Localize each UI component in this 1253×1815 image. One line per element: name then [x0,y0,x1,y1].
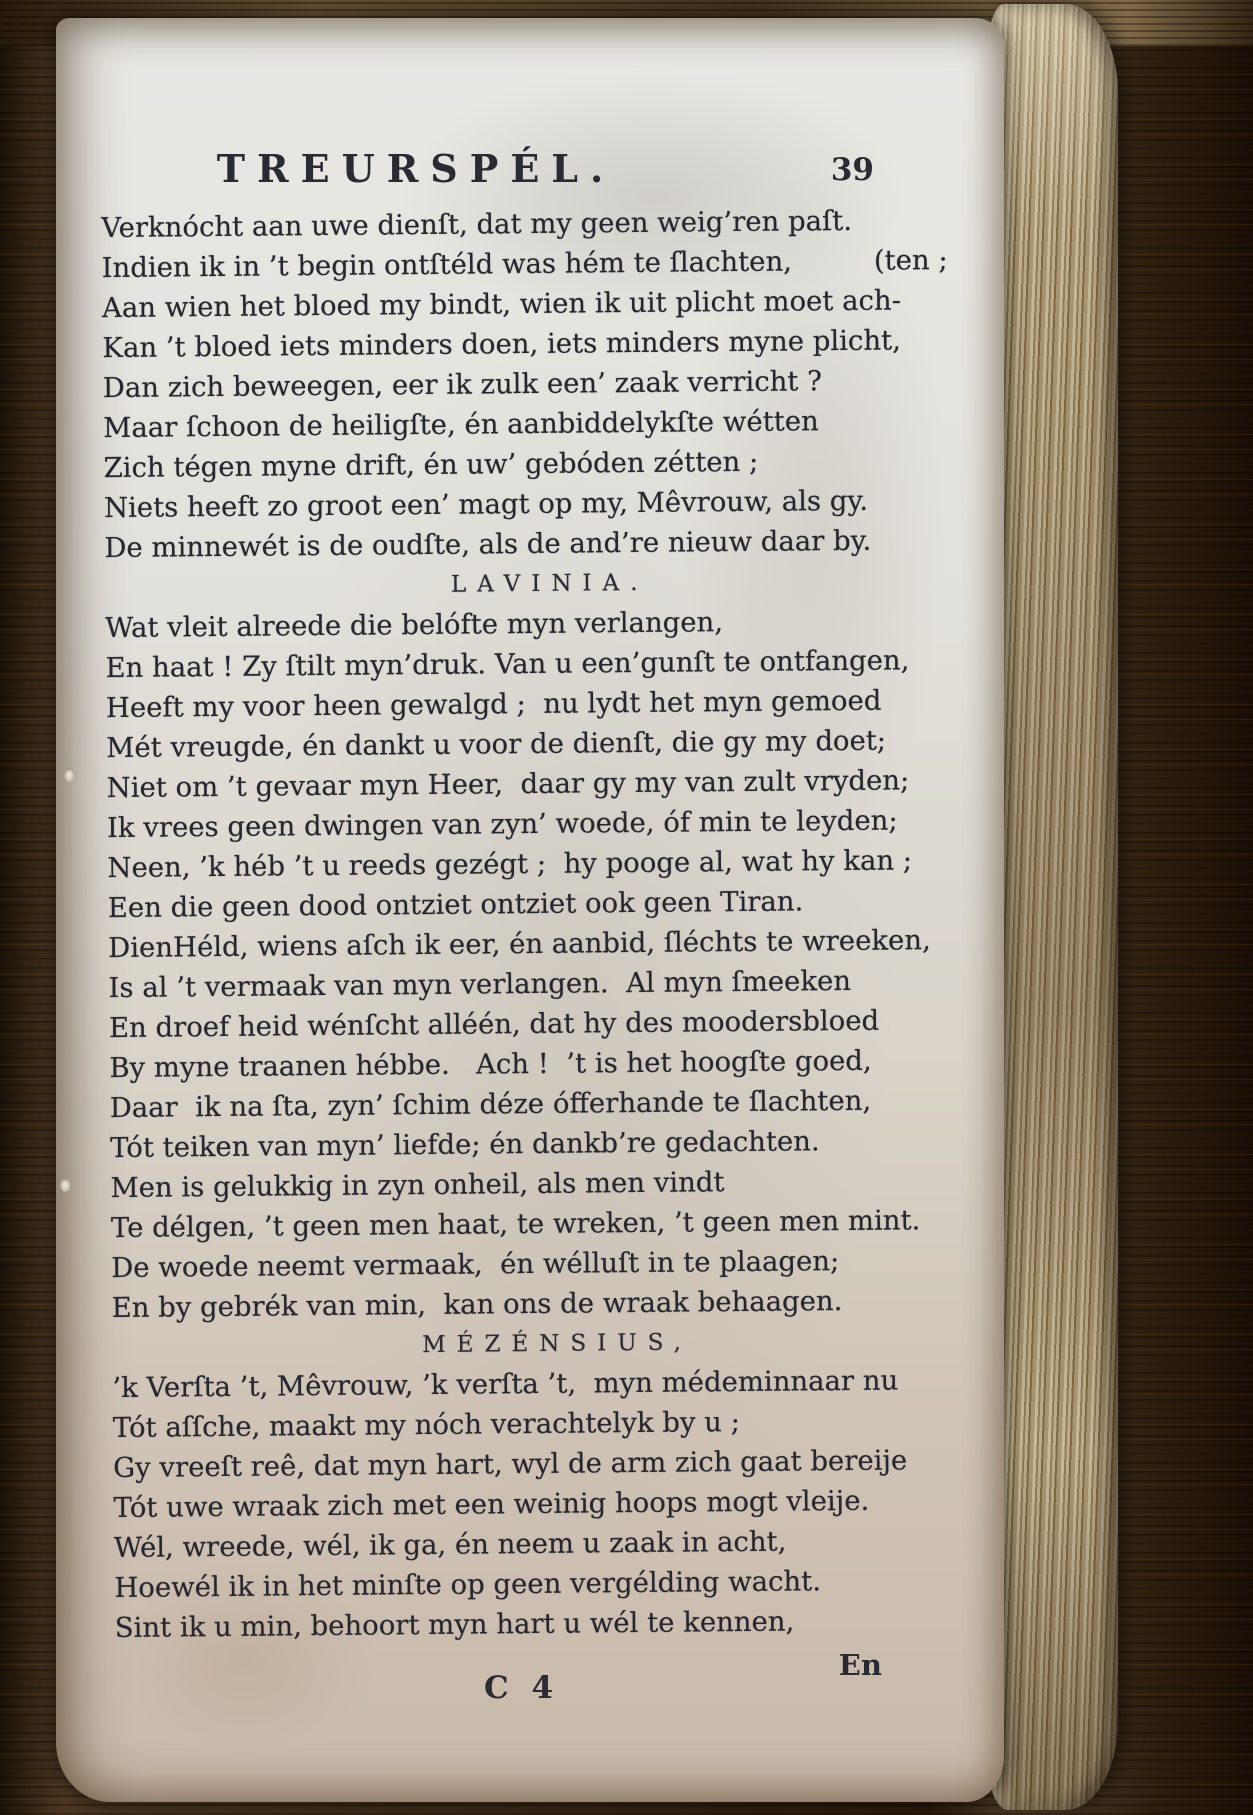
verse-line [115,1600,965,1648]
verse-line-text: Indien ik in ’t begin ontſtéld was hém te ſlachten, [101,245,793,285]
verse-line-text: Wat vleit alreede die belófte myn verlangen, [104,606,724,645]
verse-line-text: Men is gelukkig in zyn onheil, als men vindt [110,1166,725,1205]
verse-line-text: En by gebrék van min, kan ons de wraak behaagen. [111,1285,843,1325]
paper-flaw [64,768,74,782]
catchword: En [838,1648,882,1682]
speaker-heading: LAVINIA. [450,569,649,598]
verse-line [112,1360,962,1408]
paper-flaw [60,1178,70,1192]
speaker-heading: MÉZÉNSIUS, [422,1329,693,1359]
verse-line [110,1080,960,1128]
verse-line-text: Een die geen dood ontziet ontziet ook geen Tiran. [107,885,804,925]
verse-line [101,200,951,248]
verse-line-text: De woede neemt vermaak, én wélluſt in te plaagen; [111,1245,840,1285]
verse-line-text: DienHéld, wiens aſch ik eer, én aanbid, ſléchts te wreeken, [108,924,931,965]
verse-line [104,520,954,568]
verse-line-text: Tót uwe wraak zich met een weinig hoops mogt vleije. [113,1484,870,1525]
verse-line-text: Tót aſſche, maakt my nóch verachtelyk by u ; [112,1406,741,1445]
verse-line-text: Mét vreugde, én dankt u voor de dienſt, die gy my doet; [106,724,887,765]
verse-line-text: Niet om ’t gevaar myn Heer, daar gy my van zult vryden; [106,764,910,805]
verse-line-text: Wél, wreede, wél, ik ga, én neem u zaak in acht, [113,1525,787,1565]
verse-line-text: Ik vrees geen dwingen van zyn’ woede, óf min te leyden; [106,804,898,845]
verse-line-text: ’k Verſta ’t, Mêvrouw, ’k verſta ’t, myn médeminnaar nu [112,1364,899,1405]
turnover-text: (ten ; [873,243,948,277]
verse-line-text: En droef heid wénſcht alléén, dat hy des moodersbloed [108,1004,880,1045]
verse-line-text: Hoewél ik in het minſte op geen vergélding wacht. [114,1565,822,1605]
verse-line-text: Dan zich beweegen, eer ik zulk een’ zaak verricht ? [102,365,823,405]
verse-line-text: En haat ! Zy ſtilt myn’druk. Van u een’gunſt te ontfangen, [105,644,910,685]
verse-line-text: Niets heeft zo groot een’ magt op my, Mêvrouw, als gy. [103,484,869,525]
verse-line-text: Tót teiken van myn’ liefde; én dankb’re gedachten. [109,1125,820,1165]
signature-mark: C 4 [484,1670,560,1706]
verse-line-text: Is al ’t vermaak van myn verlangen. Al myn ſmeeken [108,964,852,1005]
verse-line-text: Maar ſchoon de heiligſte, én aanbiddelykſte wétten [103,405,819,445]
verse-line-text: Kan ’t bloed iets minders doen, iets minders myne plicht, [102,324,902,365]
verse-line [113,1480,963,1528]
verse-line-text: Te délgen, ’t geen men haat, te wreken, ’t geen men mint. [110,1204,921,1245]
book-page [56,18,1004,1802]
verse-line-text: Verknócht aan uwe dienſt, dat my geen weig’ren paſt. [101,204,853,245]
verse-line-text: Zich tégen myne drift, én uw’ gebóden zétten ; [103,445,759,485]
verse-line-text: Neen, ’k héb ’t u reeds gezégt ; hy pooge al, wat hy kan ; [107,844,913,885]
verse-line-text: Gy vreeſt reê, dat myn hart, wyl de arm zich gaat bereije [113,1444,908,1485]
verse-line [107,840,957,888]
verse-line-text: Sint ik u min, behoort myn hart u wél te kennen, [114,1605,795,1645]
page-number: 39 [830,152,874,188]
verse-line-text: Aan wien het bloed my bindt, wien ik uit plicht moet ach- [101,284,902,325]
book-fore-edge-pages [986,4,1118,1810]
verse-line [111,1280,961,1328]
page-title: TREURSPÉL. [216,146,616,191]
verse-line-text: De minnewét is de oudſte, als de and’re nieuw daar by. [104,524,872,565]
verse-line [102,320,952,368]
verse-line-text: By myne traanen hébbe. Ach ! ’t is het hoogſte goed, [109,1044,872,1085]
verse-line-text: Daar ik na ſta, zyn’ ſchim déze ófferhande te ſlachten, [109,1084,872,1125]
poem-text [101,200,965,1648]
verse-line-text: Heeft my voor heen gewalgd ; nu lydt het myn gemoed [105,684,882,725]
